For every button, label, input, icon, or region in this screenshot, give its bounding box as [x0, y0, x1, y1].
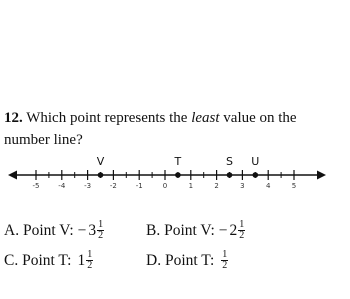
choice-b-denominator: 2 — [239, 230, 245, 241]
point-v-dot — [98, 172, 104, 178]
question-prompt — [4, 107, 344, 151]
tick-label: -4 — [58, 182, 66, 190]
tick-label: -1 — [135, 182, 143, 190]
point-t-dot — [175, 172, 181, 178]
choice-a-numerator: 1 — [98, 219, 104, 230]
choice-d-point: Point T: — [164, 251, 215, 269]
choice-d-letter: D. — [146, 251, 162, 269]
choice-c-point: Point T: — [22, 251, 72, 269]
choice-b-point: Point V: — [164, 221, 215, 239]
choice-b-letter: B. — [146, 221, 161, 239]
choice-b-numerator: 1 — [239, 219, 245, 230]
number-line — [0, 150, 350, 190]
choice-d-fraction — [221, 250, 228, 271]
question-text-before: Which point represents the — [26, 110, 192, 126]
point-v-label: V — [96, 155, 105, 168]
point-s-label: S — [226, 155, 233, 168]
choice-b-whole: 2 — [229, 221, 238, 239]
choice-b[interactable] — [146, 220, 245, 241]
tick-label: 5 — [291, 182, 297, 190]
question-number: 12. — [4, 110, 23, 126]
question-text-after: value on the number line? — [4, 110, 297, 148]
tick-label: -5 — [32, 182, 40, 190]
question-emphasis: least — [191, 110, 220, 126]
choice-a-denominator: 2 — [98, 230, 104, 241]
tick-label: 3 — [240, 182, 245, 190]
choice-d-numerator: 1 — [222, 249, 228, 260]
choice-c-letter: C. — [4, 251, 19, 269]
choice-b-sign: − — [218, 221, 228, 239]
choice-d-denominator: 2 — [222, 260, 228, 271]
choice-c[interactable] — [4, 250, 93, 271]
choice-c-fraction — [86, 250, 93, 271]
tick-label: 1 — [188, 182, 194, 190]
tick-label: 2 — [214, 182, 219, 190]
choice-a-whole: 3 — [88, 221, 97, 239]
choice-a-sign: − — [77, 221, 87, 239]
tick-label: 4 — [265, 182, 271, 190]
choice-c-numerator: 1 — [87, 249, 93, 260]
point-t-label: T — [174, 155, 182, 168]
choice-a-letter: A. — [4, 221, 20, 239]
choice-d[interactable] — [146, 250, 228, 271]
tick-label: -3 — [84, 182, 92, 190]
point-u-label: U — [251, 155, 260, 168]
tick-label: -2 — [109, 182, 117, 190]
point-u-dot — [253, 172, 259, 178]
choice-a-fraction — [97, 220, 104, 241]
choice-c-whole: 1 — [77, 251, 86, 269]
choice-b-fraction — [238, 220, 245, 241]
choice-a-point: Point V: — [22, 221, 74, 239]
choice-c-denominator: 2 — [87, 260, 93, 271]
right-arrow-icon — [317, 171, 326, 180]
point-s-dot — [227, 172, 233, 178]
choice-a[interactable] — [4, 220, 104, 241]
tick-label: 0 — [162, 182, 168, 190]
question-text — [4, 110, 297, 148]
left-arrow-icon — [8, 171, 17, 180]
